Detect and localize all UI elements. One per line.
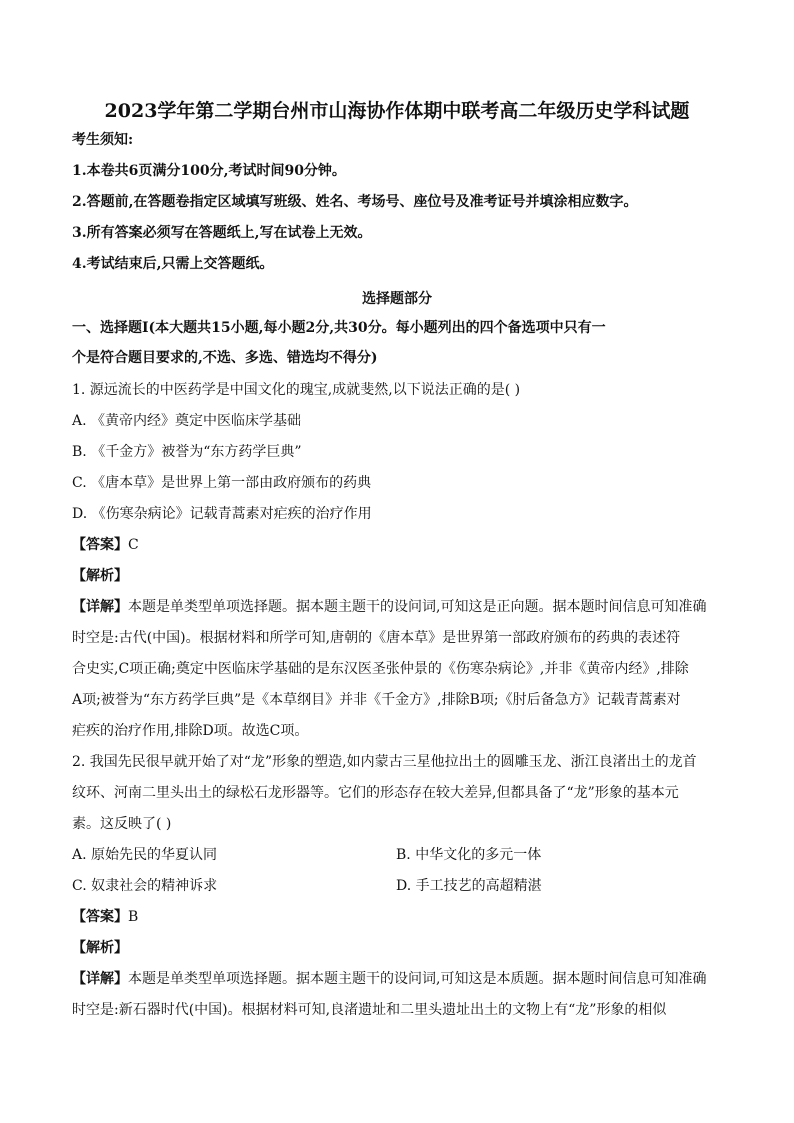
q2-analysis-label: 【解析】 xyxy=(72,940,128,956)
detail-text: 本题是单类型单项选择题。据本题主题干的设问词,可知这是正向题。据本题时间信息可知准确 xyxy=(128,599,707,615)
answer-label: 【答案】 xyxy=(72,909,128,925)
q1-option-d: D. 《伤寒杂病论》记载青蒿素对疟疾的治疗作用 xyxy=(72,506,372,522)
notice-item: 1.本卷共6页满分100分,考试时间90分钟。 xyxy=(72,163,346,179)
q2-stem-line: 纹环、河南二里头出土的绿松石龙形器等。它们的形态存在较大差异,但都具备了“龙”形象的基本元 xyxy=(72,785,679,801)
notice-item: 4.考试结束后,只需上交答题纸。 xyxy=(72,256,274,272)
q2-option-c: C. 奴隶社会的精神诉求 xyxy=(72,878,218,894)
q1-detail-line: 时空是:古代(中国)。根据材料和所学可知,唐朝的《唐本草》是世界第一部政府颁布的药典的表述符 xyxy=(72,630,681,646)
q1-option-c: C. 《唐本草》是世界上第一部由政府颁布的药典 xyxy=(72,475,372,491)
answer-value: C xyxy=(128,537,139,553)
part-heading-line: 个是符合题目要求的,不选、多选、错选均不得分) xyxy=(72,350,378,366)
q1-detail-line: 疟疾的治疗作用,排除D项。故选C项。 xyxy=(72,723,309,739)
q2-stem-line: 2. 我国先民很早就开始了对“龙”形象的塑造,如内蒙古三星他拉出土的圆雕玉龙、浙江良渚出土的龙首 xyxy=(72,754,697,770)
q1-option-b: B. 《千金方》被誉为“东方药学巨典” xyxy=(72,444,302,460)
q2-option-a: A. 原始先民的华夏认同 xyxy=(72,847,218,863)
q1-option-a: A. 《黄帝内经》奠定中医临床学基础 xyxy=(72,413,302,429)
q1-detail-line xyxy=(72,597,706,617)
q1-answer xyxy=(72,535,139,555)
answer-label: 【答案】 xyxy=(72,537,128,553)
notice-heading: 考生须知: xyxy=(72,132,134,148)
q2-option-d: D. 手工技艺的高超精湛 xyxy=(396,878,542,894)
part-heading-line: 一、选择题Ⅰ(本大题共15小题,每小题2分,共30分。每小题列出的四个备选项中只有一 xyxy=(72,320,606,336)
q2-detail-line xyxy=(72,969,706,989)
q1-stem: 1. 源远流长的中医药学是中国文化的瑰宝,成就斐然,以下说法正确的是( ) xyxy=(72,382,521,398)
notice-item: 3.所有答案必须写在答题纸上,写在试卷上无效。 xyxy=(72,225,372,241)
page-title: 2023学年第二学期台州市山海协作体期中联考高二年级历史学科试题 xyxy=(104,100,690,122)
notice-item: 2.答题前,在答题卷指定区域填写班级、姓名、考场号、座位号及准考证号并填涂相应数字。 xyxy=(72,194,638,210)
q2-answer xyxy=(72,907,138,927)
section-title: 选择题部分 xyxy=(362,291,432,307)
answer-value: B xyxy=(128,909,139,925)
detail-text: 本题是单类型单项选择题。据本题主题干的设问词,可知这是本质题。据本题时间信息可知准确 xyxy=(128,971,707,987)
detail-label: 【详解】 xyxy=(72,971,128,987)
q1-detail-line: 合史实,C项正确;奠定中医临床学基础的是东汉医圣张仲景的《伤寒杂病论》,并非《黄帝内经》,排除 xyxy=(72,661,689,677)
q1-analysis-label: 【解析】 xyxy=(72,568,128,584)
detail-label: 【详解】 xyxy=(72,599,128,615)
q1-detail-line: A项;被誉为“东方药学巨典”是《本草纲目》并非《千金方》,排除B项;《肘后备急方》记载青蒿素对 xyxy=(72,692,681,708)
q2-option-b: B. 中华文化的多元一体 xyxy=(396,847,542,863)
q2-stem-line: 素。这反映了( ) xyxy=(72,816,172,832)
q2-detail-line: 时空是:新石器时代(中国)。根据材料可知,良渚遗址和二里头遗址出土的文物上有“龙”形象的相似 xyxy=(72,1002,667,1018)
